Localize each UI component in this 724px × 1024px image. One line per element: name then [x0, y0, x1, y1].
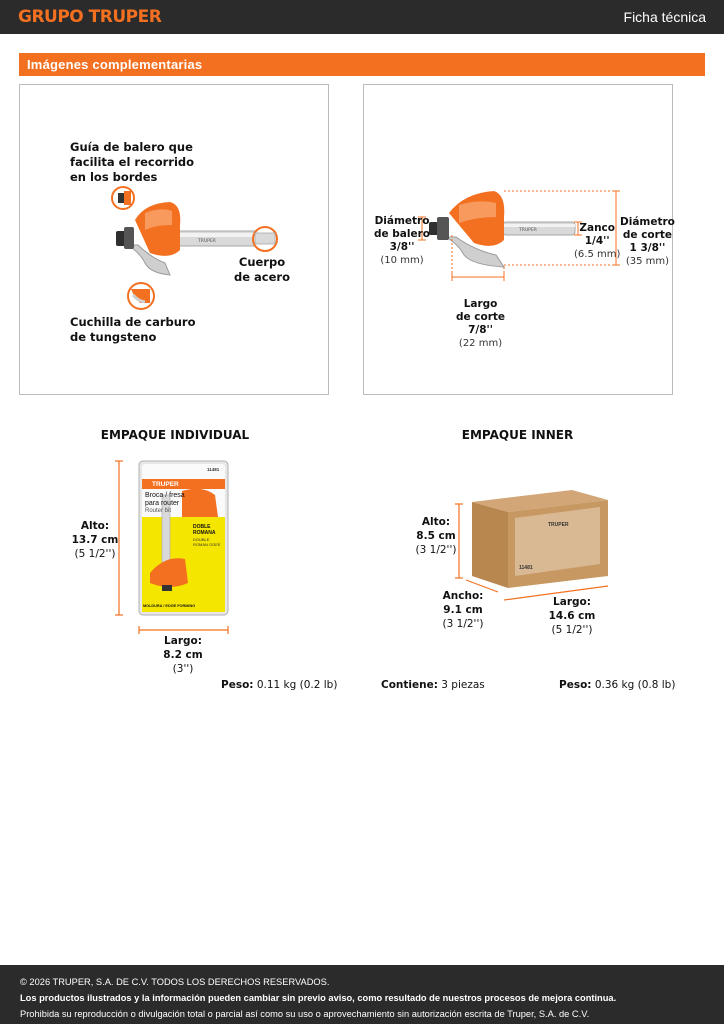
individual-height: Alto: 13.7 cm (5 1/2'')	[71, 520, 119, 560]
callout-bearing-guide: Guía de balero que facilita el recorrido en los bordes	[70, 140, 195, 184]
page-footer	[0, 965, 724, 1024]
page-header	[0, 0, 724, 34]
callout-carbide-blade: Cuchilla de carburo de tungsteno	[70, 315, 196, 344]
inner-weight: Peso: 0.36 kg (0.8 lb)	[559, 679, 676, 691]
svg-text:TRUPER: TRUPER	[198, 239, 216, 244]
inner-width: Ancho: 9.1 cm (3 1/2'')	[442, 590, 484, 630]
svg-text:TRUPER: TRUPER	[519, 228, 537, 233]
inner-length: Largo: 14.6 cm (5 1/2'')	[548, 596, 596, 636]
box-code: 11481	[519, 565, 533, 571]
section-title: Imágenes complementarias	[27, 57, 203, 72]
individual-length: Largo: 8.2 cm (3'')	[163, 635, 203, 675]
dim-shank: Zanco 1/4'' (6.5 mm)	[574, 222, 621, 260]
footer-prohibition: Prohibida su reproducción o divulgación total o parcial así como su uso o aprovechamiento sin autorización escrita de Truper, S.A. de C.V.	[20, 1009, 590, 1019]
dimension-image-panel	[363, 84, 673, 395]
router-bit-features-illustration	[20, 85, 330, 396]
card-code: 11481	[207, 467, 220, 472]
inner-height: Alto: 8.5 cm (3 1/2'')	[415, 516, 457, 556]
dim-bearing-diameter: Diámetro de balero 3/8'' (10 mm)	[374, 215, 431, 266]
inner-package-title: EMPAQUE INNER	[461, 428, 574, 442]
card-subtitle: Router bit	[145, 508, 172, 514]
brand-logo: GRUPO TRUPER	[18, 7, 162, 27]
footer-copyright: © 2026 TRUPER, S.A. DE C.V. TODOS LOS DERECHOS RESERVADOS.	[20, 977, 330, 987]
footer-notice: Los productos ilustrados y la información pueden cambiar sin previo aviso, como resultado de nuestros procesos de mejora continua.	[20, 993, 617, 1003]
card-type: DOBLE ROMANA	[193, 524, 216, 536]
dim-cut-length: Largo de corte 7/8'' (22 mm)	[456, 298, 506, 349]
inner-contents: Contiene: 3 piezas	[381, 679, 485, 691]
individual-package-title: EMPAQUE INDIVIDUAL	[100, 428, 250, 442]
card-bottom-label: MOLDURA / EDGE FORMING	[143, 604, 196, 608]
dim-cut-diameter: Diámetro de corte 1 3/8'' (35 mm)	[620, 216, 675, 267]
section-header	[19, 53, 705, 76]
card-title: Broca / fresa para router	[145, 492, 185, 507]
document-type: Ficha técnica	[623, 9, 706, 25]
card-brand: TRUPER	[152, 481, 179, 488]
callout-steel-body: Cuerpo de acero	[234, 255, 290, 284]
card-type-en: DOUBLE ROMAN OGEE	[193, 537, 221, 547]
box-brand: TRUPER	[548, 522, 569, 528]
individual-weight: Peso: 0.11 kg (0.2 lb)	[221, 679, 338, 691]
feature-image-panel	[19, 84, 329, 395]
